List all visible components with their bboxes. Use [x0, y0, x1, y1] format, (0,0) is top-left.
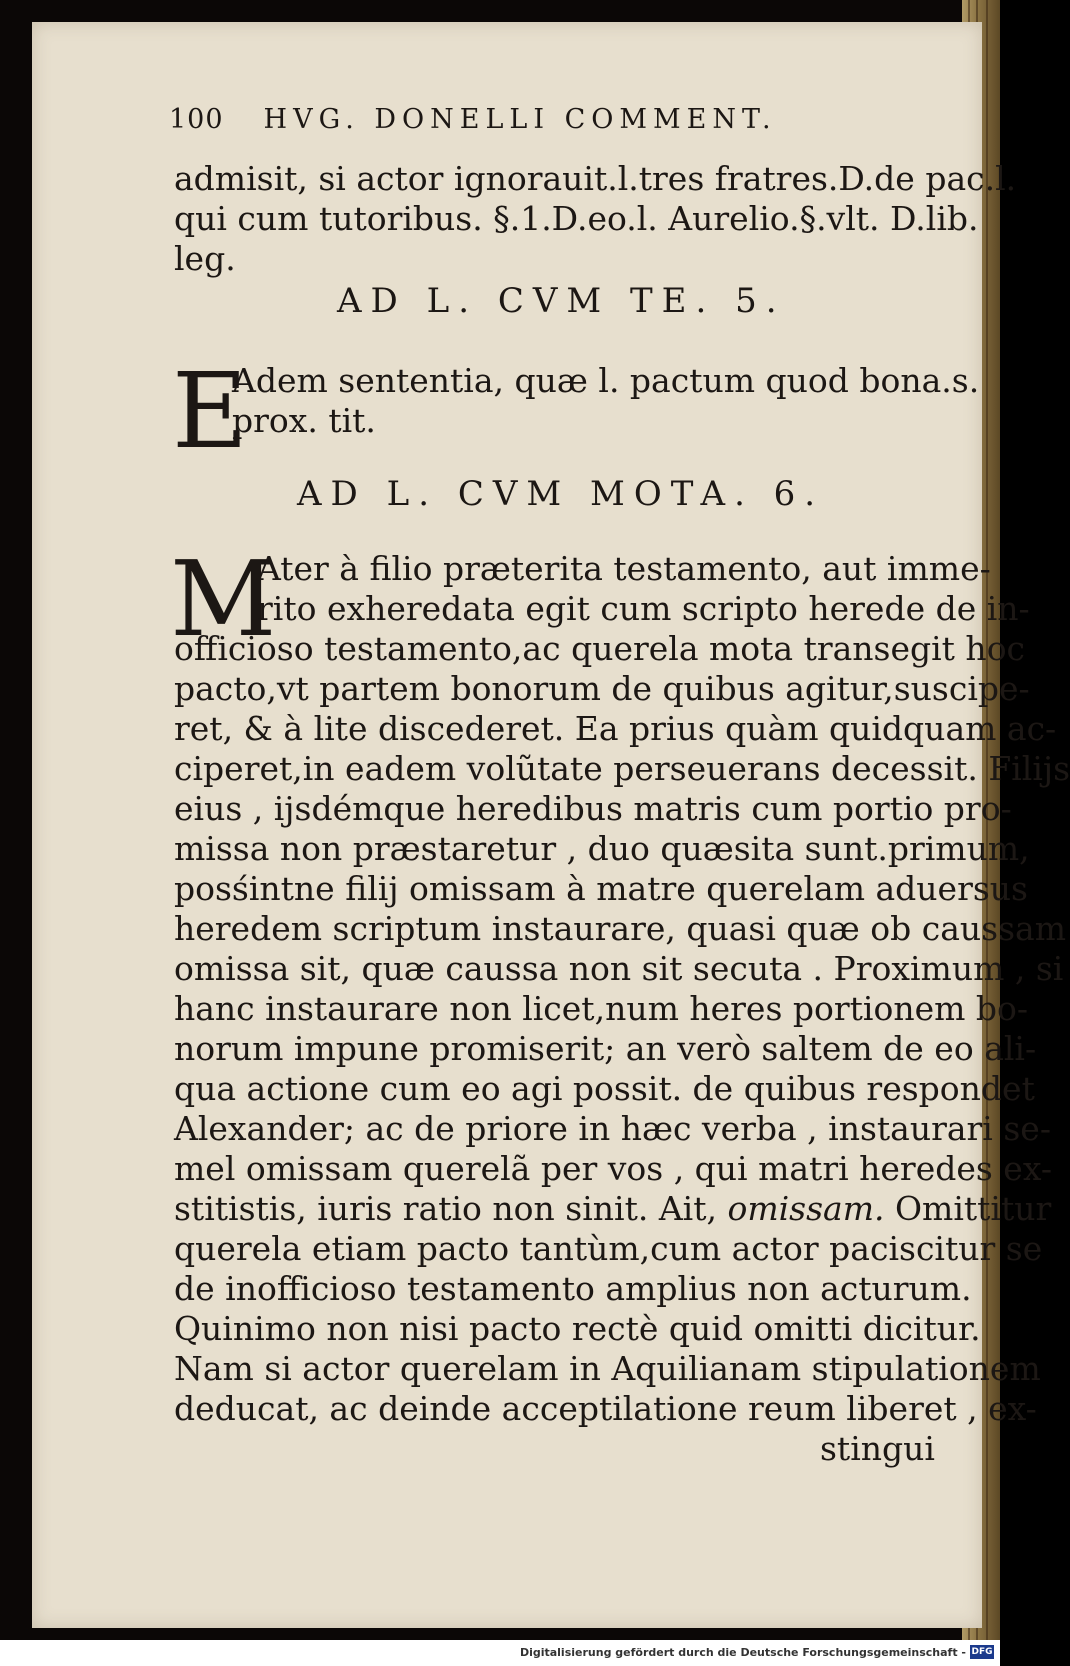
- text-line: [174, 1189, 1052, 1228]
- text-span: Omittitur: [884, 1189, 1052, 1228]
- text-line: officioso testamento,ac querela mota transegit hoc: [174, 629, 1026, 668]
- catchword: stingui: [820, 1429, 935, 1468]
- text-line: qui cum tutoribus. §.1.D.eo.l. Aurelio.§.vlt. D.lib.: [174, 199, 979, 238]
- text-line: deducat, ac deinde acceptilatione reum liberet , ex-: [174, 1389, 1037, 1428]
- text-line: rito exheredata egit cum scripto herede de in-: [257, 589, 1030, 628]
- text-line: omissa sit, quæ caussa non sit secuta . Proximum , si: [174, 949, 1064, 988]
- running-head: [169, 104, 777, 135]
- text-line: heredem scriptum instaurare, quasi quæ ob caussam: [174, 909, 1066, 948]
- text-line: missa non præstaretur , duo quæsita sunt.primum,: [174, 829, 1030, 868]
- book-page: [32, 22, 1070, 1628]
- text-line: ciperet,in eadem volũtate perseuerans decessit. Filijs: [174, 749, 1070, 788]
- text-line: Alexander; ac de priore in hæc verba , instaurari se-: [174, 1109, 1051, 1148]
- text-line: posśintne filij omissam à matre querelam aduersus: [174, 869, 1028, 908]
- text-line: mel omissam querelã per vos , qui matri heredes ex-: [174, 1149, 1053, 1188]
- text-line: de inofficioso testamento amplius non acturum.: [174, 1269, 972, 1308]
- text-line: hanc instaurare non licet,num heres portionem bo-: [174, 989, 1029, 1028]
- text-line: Nam si actor querelam in Aquilianam stipulationem: [174, 1349, 1041, 1388]
- text-line: ret, & à lite discederet. Ea prius quàm quidquam ac-: [174, 709, 1057, 748]
- text-line: leg.: [174, 239, 236, 278]
- running-title: HVG. DONELLI COMMENT.: [263, 104, 777, 135]
- italic-quote: omissam.: [727, 1189, 885, 1228]
- text-line: Ater à filio præterita testamento, aut imme-: [257, 549, 991, 588]
- text-span: stitistis, iuris ratio non sinit. Ait,: [174, 1189, 717, 1228]
- text-line: admisit, si actor ignorauit.l.tres fratres.D.de pac.l.: [174, 159, 1017, 198]
- text-line: norum impune promiserit; an verò saltem de eo ali-: [174, 1029, 1037, 1068]
- text-line: Adem sententia, quæ l. pactum quod bona.s.: [232, 361, 980, 400]
- footer-credit: Digitalisierung gefördert durch die Deutsche Forschungsgemeinschaft -: [519, 1646, 966, 1659]
- section-heading: AD L. CVM MOTA. 6.: [297, 474, 825, 514]
- drop-cap: M: [170, 538, 277, 660]
- page-text: [32, 22, 1070, 1628]
- drop-cap: E: [172, 350, 248, 472]
- text-line: Quinimo non nisi pacto rectè quid omitti dicitur.: [174, 1309, 981, 1348]
- text-line: querela etiam pacto tantùm,cum actor paciscitur se: [174, 1229, 1043, 1268]
- page-number: 100: [169, 104, 224, 135]
- text-line: eius , ijsdémque heredibus matris cum portio pro-: [174, 789, 1012, 828]
- text-line: prox. tit.: [232, 401, 376, 440]
- text-line: qua actione cum eo agi possit. de quibus respondet: [174, 1069, 1035, 1108]
- section-heading: AD L. CVM TE. 5.: [337, 281, 786, 321]
- dfg-logo-icon: DFG: [971, 1647, 993, 1657]
- text-line: pacto,vt partem bonorum de quibus agitur,suscipe-: [174, 669, 1030, 708]
